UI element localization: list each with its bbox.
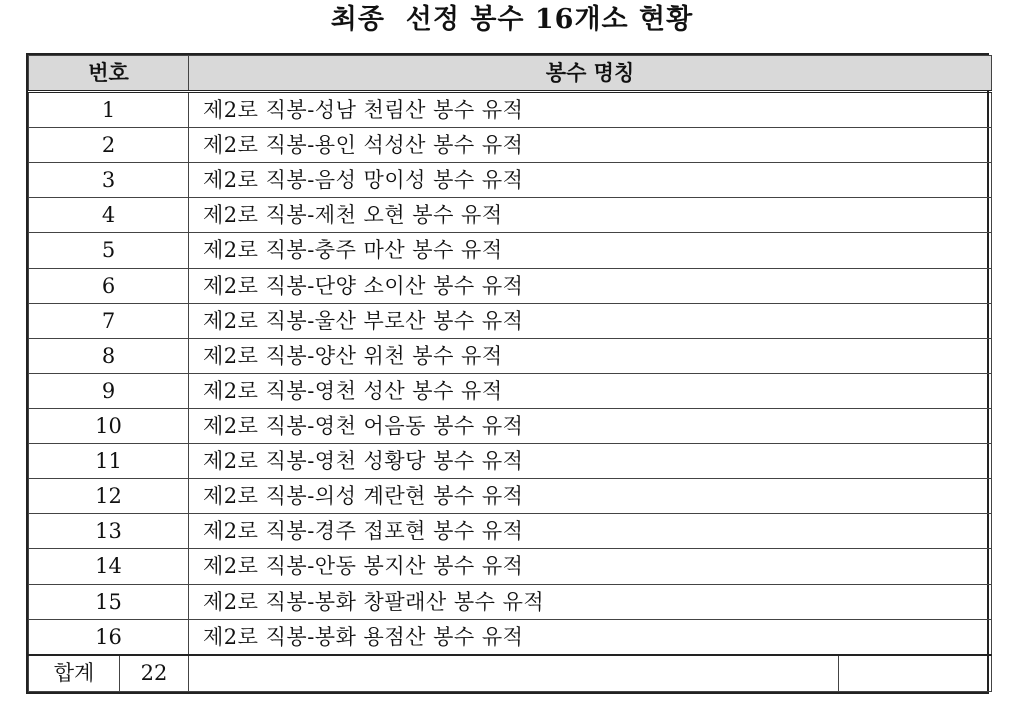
table-row (29, 338, 992, 373)
row-number: 9 (29, 373, 189, 408)
row-number: 1 (29, 92, 189, 128)
row-number: 10 (29, 408, 189, 443)
beacon-list-table (28, 55, 992, 692)
table-row (29, 163, 992, 198)
table-row (29, 479, 992, 514)
row-number: 6 (29, 268, 189, 303)
table-body (29, 92, 992, 692)
table-row (29, 268, 992, 303)
header-name: 봉수 명칭 (189, 56, 992, 92)
row-number: 8 (29, 338, 189, 373)
row-name: 제2로 직봉-봉화 용점산 봉수 유적 (189, 619, 992, 655)
row-name: 제2로 직봉-영천 어음동 봉수 유적 (189, 408, 992, 443)
row-name: 제2로 직봉-제천 오현 봉수 유적 (189, 198, 992, 233)
table-row (29, 303, 992, 338)
total-empty-cell (189, 655, 839, 692)
row-name: 제2로 직봉-안동 봉지산 봉수 유적 (189, 549, 992, 584)
row-number: 12 (29, 479, 189, 514)
table-row (29, 549, 992, 584)
row-number: 4 (29, 198, 189, 233)
row-name: 제2로 직봉-영천 성산 봉수 유적 (189, 373, 992, 408)
row-number: 15 (29, 584, 189, 619)
row-name: 제2로 직봉-봉화 창팔래산 봉수 유적 (189, 584, 992, 619)
row-number: 7 (29, 303, 189, 338)
total-label: 합계 (29, 655, 120, 692)
row-name: 제2로 직봉-영천 성황당 봉수 유적 (189, 444, 992, 479)
total-value: 22 (120, 655, 189, 692)
row-name: 제2로 직봉-경주 접포현 봉수 유적 (189, 514, 992, 549)
row-number: 3 (29, 163, 189, 198)
table-header-row (29, 56, 992, 92)
row-name: 제2로 직봉-단양 소이산 봉수 유적 (189, 268, 992, 303)
row-name: 제2로 직봉-성남 천림산 봉수 유적 (189, 92, 992, 128)
table-row (29, 373, 992, 408)
total-empty-cell (839, 655, 992, 692)
table-row (29, 408, 992, 443)
table-row (29, 619, 992, 655)
row-name: 제2로 직봉-충주 마산 봉수 유적 (189, 233, 992, 268)
beacon-table (26, 53, 989, 694)
header-number: 번호 (29, 56, 189, 92)
row-name: 제2로 직봉-의성 계란현 봉수 유적 (189, 479, 992, 514)
table-row (29, 444, 992, 479)
row-number: 5 (29, 233, 189, 268)
row-name: 제2로 직봉-양산 위천 봉수 유적 (189, 338, 992, 373)
row-number: 14 (29, 549, 189, 584)
row-name: 제2로 직봉-울산 부로산 봉수 유적 (189, 303, 992, 338)
document-title: 최종 선정 봉수 16개소 현황 (330, 4, 694, 35)
total-row (29, 655, 992, 692)
table-row (29, 198, 992, 233)
row-number: 13 (29, 514, 189, 549)
table-row (29, 233, 992, 268)
row-number: 2 (29, 128, 189, 163)
table-row (29, 128, 992, 163)
table-row (29, 514, 992, 549)
row-number: 16 (29, 619, 189, 655)
row-name: 제2로 직봉-용인 석성산 봉수 유적 (189, 128, 992, 163)
row-name: 제2로 직봉-음성 망이성 봉수 유적 (189, 163, 992, 198)
table-row (29, 92, 992, 128)
table-row (29, 584, 992, 619)
row-number: 11 (29, 444, 189, 479)
